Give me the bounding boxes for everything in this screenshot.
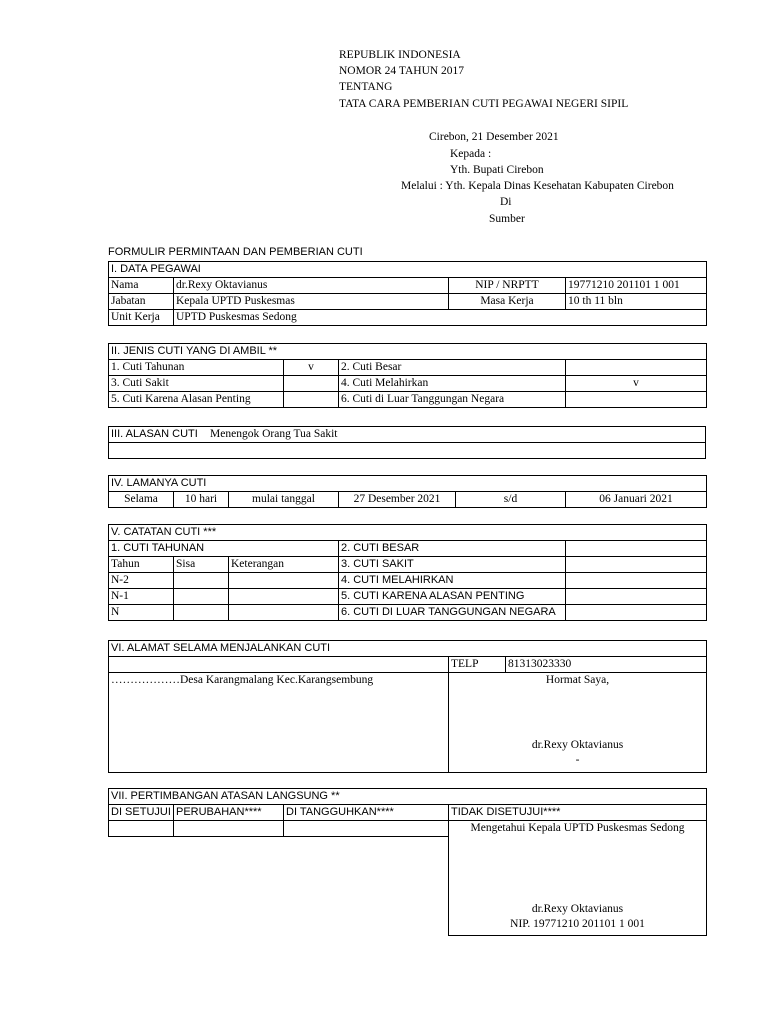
unit-kerja-value: UPTD Puskesmas Sedong xyxy=(174,310,707,326)
header-line-4: TATA CARA PEMBERIAN CUTI PEGAWAI NEGERI SIPIL xyxy=(339,98,629,110)
sd-label: s/d xyxy=(456,492,566,508)
cuti-luar-tanggungan-mark xyxy=(566,392,707,408)
row-year: N xyxy=(109,605,174,621)
perubahan-label: PERUBAHAN**** xyxy=(174,805,284,821)
signature-space xyxy=(451,836,704,902)
row-sisa xyxy=(174,605,229,621)
address-top-cell xyxy=(109,657,449,673)
cuti-penting-heading: 5. CUTI KARENA ALASAN PENTING xyxy=(339,589,566,605)
ditangguhkan-box xyxy=(284,821,449,837)
form-title: FORMULIR PERMINTAAN DAN PEMBERIAN CUTI xyxy=(108,246,363,258)
masa-kerja-value: 10 th 11 bln xyxy=(566,294,707,310)
perubahan-box xyxy=(174,821,284,837)
approver-nip: NIP. 19771210 201101 1 001 xyxy=(510,918,645,930)
applicant-name: dr.Rexy Oktavianus xyxy=(531,739,624,751)
section-title: V. CATATAN CUTI *** xyxy=(109,525,707,541)
section-lamanya-cuti xyxy=(108,475,707,508)
via: Melalui : Yth. Kepala Dinas Kesehatan Kabupaten Cirebon xyxy=(401,180,674,192)
empty-area xyxy=(109,837,449,936)
header-line-3: TENTANG xyxy=(339,81,393,93)
nip-label: NIP / NRPTT xyxy=(449,278,566,294)
section-pertimbangan xyxy=(108,788,707,936)
cuti-alasan-penting-mark xyxy=(284,392,339,408)
section-catatan-cuti xyxy=(108,524,707,621)
jabatan-label: Jabatan xyxy=(109,294,174,310)
hormat-text: Hormat Saya, xyxy=(545,674,610,686)
telp-label: TELP xyxy=(449,657,506,673)
section-title: IV. LAMANYA CUTI xyxy=(109,476,707,492)
row-year: N-2 xyxy=(109,573,174,589)
cuti-besar-label: 2. Cuti Besar xyxy=(339,360,566,376)
telp-value: 81313023330 xyxy=(506,657,707,673)
cuti-penting-note xyxy=(566,589,707,605)
section-title: I. DATA PEGAWAI xyxy=(109,262,707,278)
section-title: VI. ALAMAT SELAMA MENJALANKAN CUTI xyxy=(109,641,707,657)
cuti-besar-note xyxy=(566,541,707,557)
sampai-value: 06 Januari 2021 xyxy=(566,492,707,508)
section-title: II. JENIS CUTI YANG DI AMBIL ** xyxy=(109,344,707,360)
jabatan-value: Kepala UPTD Puskesmas xyxy=(174,294,449,310)
cuti-tahunan-label: 1. Cuti Tahunan xyxy=(109,360,284,376)
col-tahun: Tahun xyxy=(109,557,174,573)
cuti-melahirkan-label: 4. Cuti Melahirkan xyxy=(339,376,566,392)
section-title-text: III. ALASAN CUTI xyxy=(111,428,198,440)
location: Sumber xyxy=(489,213,525,225)
applicant-signature-block xyxy=(449,673,707,773)
nama-label: Nama xyxy=(109,278,174,294)
cuti-melahirkan-heading: 4. CUTI MELAHIRKAN xyxy=(339,573,566,589)
recipient: Yth. Bupati Cirebon xyxy=(450,164,544,176)
header-line-2: NOMOR 24 TAHUN 2017 xyxy=(339,65,465,77)
tidak-disetujui-label: TIDAK DISETUJUI**** xyxy=(449,805,707,821)
col-keterangan: Keterangan xyxy=(229,557,339,573)
masa-kerja-label: Masa Kerja xyxy=(449,294,566,310)
row-year: N-1 xyxy=(109,589,174,605)
mengetahui-text: Mengetahui Kepala UPTD Puskesmas Sedong xyxy=(470,822,685,834)
row-keterangan xyxy=(229,573,339,589)
mulai-label: mulai tanggal xyxy=(229,492,339,508)
section-data-pegawai xyxy=(108,261,707,326)
col-sisa: Sisa xyxy=(174,557,229,573)
nama-value: dr.Rexy Oktavianus xyxy=(174,278,449,294)
mulai-value: 27 Desember 2021 xyxy=(339,492,456,508)
selama-label: Selama xyxy=(109,492,174,508)
cuti-tahunan-mark: v xyxy=(284,360,339,376)
di: Di xyxy=(500,196,512,208)
nip-value: 19771210 201101 1 001 xyxy=(566,278,707,294)
cuti-melahirkan-note xyxy=(566,573,707,589)
cuti-melahirkan-mark: v xyxy=(566,376,707,392)
section-jenis-cuti xyxy=(108,343,707,408)
kepada: Kepada : xyxy=(450,148,492,160)
section-title: VII. PERTIMBANGAN ATASAN LANGSUNG ** xyxy=(109,789,707,805)
cuti-besar-mark xyxy=(566,360,707,376)
approver-name: dr.Rexy Oktavianus xyxy=(531,903,624,915)
alasan-value: Menengok Orang Tua Sakit xyxy=(210,428,338,440)
section-alamat-cuti xyxy=(108,640,707,773)
cuti-luar-heading: 6. CUTI DI LUAR TANGGUNGAN NEGARA xyxy=(339,605,566,621)
ditangguhkan-label: DI TANGGUHKAN**** xyxy=(284,805,449,821)
section-title xyxy=(109,427,706,443)
cuti-luar-tanggungan-label: 6. Cuti di Luar Tanggungan Negara xyxy=(339,392,566,408)
cuti-sakit-heading: 3. CUTI SAKIT xyxy=(339,557,566,573)
unit-kerja-label: Unit Kerja xyxy=(109,310,174,326)
signature-space xyxy=(451,688,704,738)
header-line-1: REPUBLIK INDONESIA xyxy=(339,49,461,61)
cuti-sakit-mark xyxy=(284,376,339,392)
alasan-blank-row xyxy=(109,443,706,459)
disetujui-box xyxy=(109,821,174,837)
cuti-luar-note xyxy=(566,605,707,621)
row-sisa xyxy=(174,589,229,605)
address-value: ………………Desa Karangmalang Kec.Karangsembung xyxy=(109,673,449,773)
cuti-tahunan-heading: 1. CUTI TAHUNAN xyxy=(109,541,339,557)
section-alasan-cuti xyxy=(108,426,706,459)
selama-value: 10 hari xyxy=(174,492,229,508)
cuti-sakit-note xyxy=(566,557,707,573)
approver-signature-block xyxy=(449,821,707,936)
row-keterangan xyxy=(229,605,339,621)
cuti-alasan-penting-label: 5. Cuti Karena Alasan Penting xyxy=(109,392,284,408)
place-date: Cirebon, 21 Desember 2021 xyxy=(429,131,559,143)
applicant-nip: - xyxy=(575,754,580,766)
cuti-sakit-label: 3. Cuti Sakit xyxy=(109,376,284,392)
row-sisa xyxy=(174,573,229,589)
disetujui-label: DI SETUJUI xyxy=(109,805,174,821)
row-keterangan xyxy=(229,589,339,605)
cuti-besar-heading: 2. CUTI BESAR xyxy=(339,541,566,557)
